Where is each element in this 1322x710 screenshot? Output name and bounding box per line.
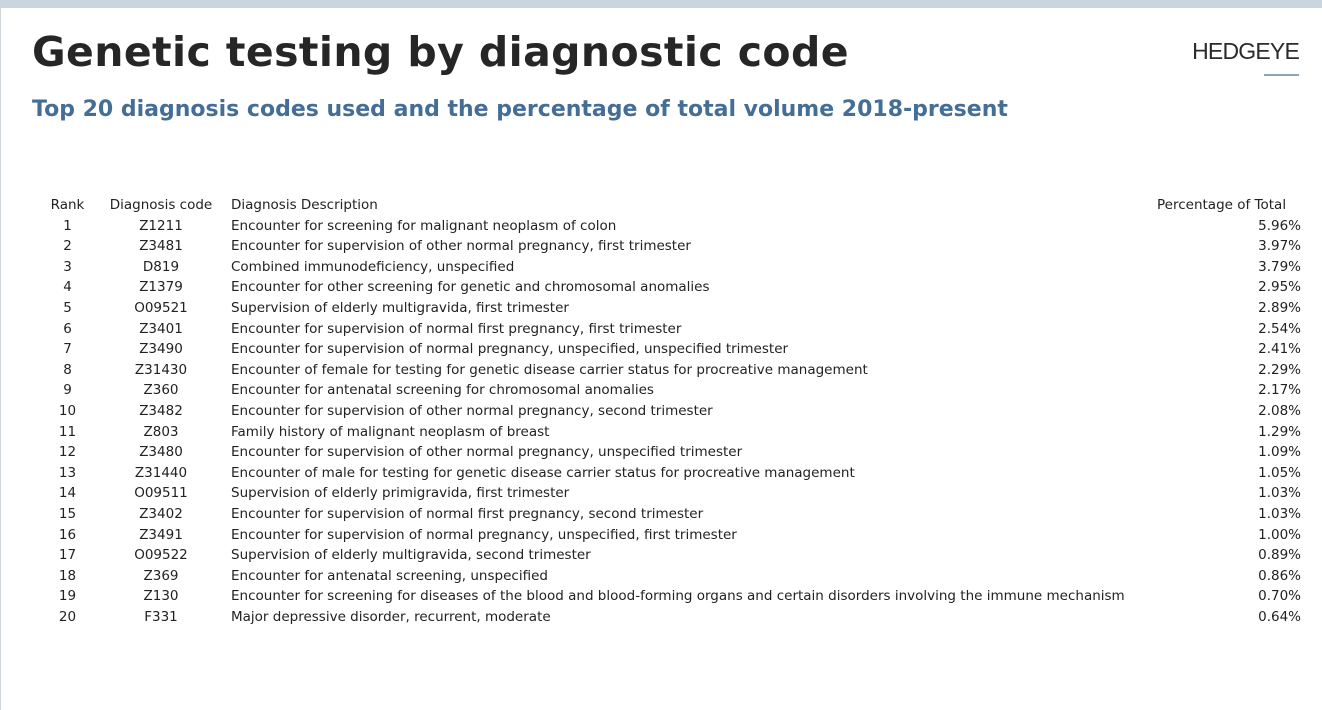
table-row — [40, 339, 1307, 360]
cell-description: Encounter for supervision of other normal pregnancy, second trimester — [231, 402, 713, 419]
cell-rank: 8 — [63, 361, 72, 378]
cell-diagnosis-code: Z3491 — [139, 526, 183, 543]
cell-rank: 2 — [63, 238, 72, 255]
table-row — [40, 483, 1307, 504]
cell-percentage: 0.64% — [1258, 608, 1301, 625]
cell-description: Supervision of elderly primigravida, first trimester — [231, 485, 570, 502]
table-header-row — [40, 195, 1307, 216]
cell-percentage: 2.54% — [1258, 320, 1301, 337]
cell-description: Combined immunodeficiency, unspecified — [231, 258, 515, 275]
cell-rank: 18 — [58, 567, 77, 584]
cell-diagnosis-code: D819 — [142, 258, 180, 275]
cell-percentage: 2.17% — [1258, 382, 1301, 399]
cell-description: Family history of malignant neoplasm of breast — [231, 423, 550, 440]
cell-description: Encounter for supervision of other normal pregnancy, unspecified trimester — [231, 444, 743, 461]
table-row — [40, 586, 1307, 607]
cell-rank: 16 — [58, 526, 77, 543]
cell-rank: 12 — [58, 444, 77, 461]
cell-diagnosis-code: Z130 — [143, 588, 179, 605]
cell-diagnosis-code: F331 — [144, 608, 178, 625]
cell-diagnosis-code: Z3401 — [139, 320, 183, 337]
cell-diagnosis-code: Z1379 — [139, 279, 183, 296]
cell-percentage: 2.08% — [1258, 402, 1301, 419]
cell-description: Encounter for supervision of normal pregnancy, unspecified, unspecified trimester — [231, 341, 789, 358]
top-accent-bar — [0, 0, 1322, 8]
table-row — [40, 216, 1307, 237]
cell-percentage: 2.89% — [1258, 299, 1301, 316]
cell-diagnosis-code: Z3481 — [139, 238, 183, 255]
column-header-code: Diagnosis code — [109, 197, 213, 213]
table-row — [40, 380, 1307, 401]
table-row — [40, 566, 1307, 587]
cell-diagnosis-code: Z1211 — [139, 217, 183, 234]
cell-rank: 20 — [58, 608, 77, 625]
cell-diagnosis-code: O09521 — [134, 299, 188, 316]
cell-description: Encounter for other screening for genetic and chromosomal anomalies — [231, 279, 710, 296]
cell-percentage: 0.70% — [1258, 588, 1301, 605]
cell-percentage: 1.05% — [1258, 464, 1301, 481]
cell-rank: 10 — [58, 402, 77, 419]
column-header-percentage: Percentage of Total — [1157, 197, 1287, 213]
table-row — [40, 422, 1307, 443]
cell-diagnosis-code: O09522 — [134, 547, 188, 564]
column-header-rank: Rank — [50, 197, 85, 213]
cell-diagnosis-code: Z31440 — [134, 464, 188, 481]
cell-rank: 17 — [58, 547, 77, 564]
logo-text: HEDGEYE — [1192, 38, 1299, 64]
cell-rank: 14 — [58, 485, 77, 502]
cell-percentage: 0.89% — [1258, 547, 1301, 564]
table-row — [40, 319, 1307, 340]
cell-percentage: 1.03% — [1258, 485, 1301, 502]
table-row — [40, 442, 1307, 463]
table-row — [40, 401, 1307, 422]
table-row — [40, 360, 1307, 381]
cell-description: Supervision of elderly multigravida, first trimester — [231, 299, 569, 316]
page-subtitle: Top 20 diagnosis codes used and the percentage of total volume 2018-present — [32, 97, 1008, 122]
cell-rank: 3 — [63, 258, 72, 275]
cell-diagnosis-code: Z3480 — [139, 444, 183, 461]
cell-diagnosis-code: Z369 — [143, 567, 179, 584]
table-row — [40, 277, 1307, 298]
table-row — [40, 504, 1307, 525]
cell-rank: 5 — [63, 299, 72, 316]
cell-description: Encounter for antenatal screening for chromosomal anomalies — [231, 382, 654, 399]
frame-border — [0, 8, 1, 710]
logo-underline — [1264, 74, 1299, 76]
cell-diagnosis-code: Z360 — [143, 382, 179, 399]
cell-diagnosis-code: Z3482 — [139, 402, 183, 419]
cell-percentage: 2.95% — [1258, 279, 1301, 296]
cell-percentage: 5.96% — [1258, 217, 1301, 234]
cell-diagnosis-code: Z31430 — [134, 361, 188, 378]
cell-percentage: 1.29% — [1258, 423, 1301, 440]
cell-rank: 6 — [63, 320, 72, 337]
table-row — [40, 545, 1307, 566]
cell-percentage: 1.09% — [1258, 444, 1301, 461]
page-title: Genetic testing by diagnostic code — [32, 28, 849, 76]
cell-rank: 9 — [63, 382, 72, 399]
cell-description: Encounter for screening for malignant neoplasm of colon — [231, 217, 617, 234]
table-row — [40, 236, 1307, 257]
cell-diagnosis-code: Z803 — [143, 423, 179, 440]
cell-description: Supervision of elderly multigravida, second trimester — [231, 547, 591, 564]
cell-rank: 19 — [58, 588, 77, 605]
cell-description: Encounter for supervision of normal first pregnancy, second trimester — [231, 505, 704, 522]
column-header-description: Diagnosis Description — [231, 197, 378, 213]
cell-percentage: 0.86% — [1258, 567, 1301, 584]
cell-rank: 15 — [58, 505, 77, 522]
cell-percentage: 2.41% — [1258, 341, 1301, 358]
cell-rank: 11 — [58, 423, 77, 440]
cell-diagnosis-code: O09511 — [134, 485, 188, 502]
cell-diagnosis-code: Z3490 — [139, 341, 183, 358]
cell-description: Encounter for supervision of normal pregnancy, unspecified, first trimester — [231, 526, 737, 543]
cell-description: Encounter of female for testing for genetic disease carrier status for procreative management — [231, 361, 868, 378]
cell-percentage: 3.97% — [1258, 238, 1301, 255]
cell-rank: 1 — [63, 217, 72, 234]
cell-description: Encounter for antenatal screening, unspecified — [231, 567, 548, 584]
table-row — [40, 607, 1307, 628]
cell-diagnosis-code: Z3402 — [139, 505, 183, 522]
cell-rank: 7 — [63, 341, 72, 358]
cell-description: Encounter for supervision of normal first pregnancy, first trimester — [231, 320, 682, 337]
table-row — [40, 463, 1307, 484]
cell-percentage: 1.03% — [1258, 505, 1301, 522]
table-row — [40, 257, 1307, 278]
table-body — [40, 216, 1307, 628]
cell-description: Encounter for screening for diseases of the blood and blood-forming organs and certain disorders involving the immune mechanism — [231, 588, 1125, 605]
cell-description: Major depressive disorder, recurrent, moderate — [231, 608, 551, 625]
cell-rank: 4 — [63, 279, 72, 296]
cell-percentage: 1.00% — [1258, 526, 1301, 543]
table-row — [40, 298, 1307, 319]
cell-rank: 13 — [58, 464, 77, 481]
table-row — [40, 525, 1307, 546]
cell-percentage: 2.29% — [1258, 361, 1301, 378]
cell-description: Encounter for supervision of other normal pregnancy, first trimester — [231, 238, 691, 255]
hedgeye-logo — [1192, 38, 1299, 76]
cell-percentage: 3.79% — [1258, 258, 1301, 275]
diagnosis-codes-table — [40, 195, 1307, 627]
cell-description: Encounter of male for testing for genetic disease carrier status for procreative management — [231, 464, 855, 481]
